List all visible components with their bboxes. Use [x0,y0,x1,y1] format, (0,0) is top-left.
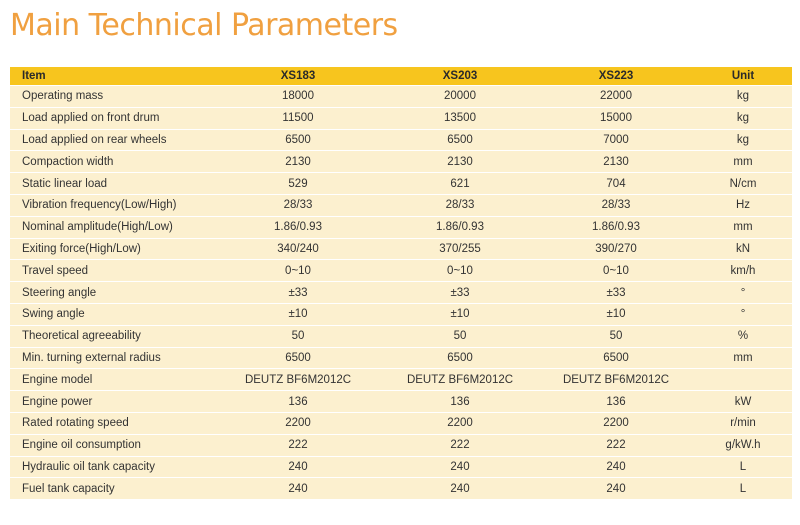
cell-xs223: 2200 [538,413,694,434]
cell-item: Engine power [10,391,214,412]
cell-xs223: DEUTZ BF6M2012C [538,369,694,390]
cell-xs203: ±10 [382,304,538,325]
cell-xs203: 2130 [382,151,538,172]
cell-unit: ° [694,304,792,325]
table-row [10,413,792,434]
cell-xs203: 6500 [382,348,538,369]
cell-xs183: 529 [214,173,382,194]
cell-xs203: 13500 [382,108,538,129]
cell-xs203: 28/33 [382,195,538,216]
table-row [10,369,792,390]
table-row [10,260,792,281]
cell-xs203: 6500 [382,130,538,151]
cell-xs183: ±33 [214,282,382,303]
cell-item: Engine oil consumption [10,435,214,456]
cell-xs183: 340/240 [214,239,382,260]
cell-item: Exiting force(High/Low) [10,239,214,260]
cell-unit: L [694,478,792,499]
cell-xs183: 6500 [214,130,382,151]
cell-xs183: 2200 [214,413,382,434]
header-model-xs203: XS203 [382,67,538,85]
table-row [10,348,792,369]
cell-xs183: ±10 [214,304,382,325]
table-row [10,282,792,303]
cell-item: Static linear load [10,173,214,194]
cell-item: Load applied on rear wheels [10,130,214,151]
cell-item: Nominal amplitude(High/Low) [10,217,214,238]
header-model-xs223: XS223 [538,67,694,85]
cell-xs183: 240 [214,457,382,478]
cell-item: Theoretical agreeability [10,326,214,347]
table-row [10,151,792,172]
cell-unit: kg [694,130,792,151]
cell-xs223: 7000 [538,130,694,151]
cell-unit: ° [694,282,792,303]
cell-xs203: 1.86/0.93 [382,217,538,238]
cell-item: Steering angle [10,282,214,303]
cell-xs203: 2200 [382,413,538,434]
cell-xs183: 6500 [214,348,382,369]
cell-item: Vibration frequency(Low/High) [10,195,214,216]
cell-xs203: DEUTZ BF6M2012C [382,369,538,390]
cell-xs203: 222 [382,435,538,456]
cell-unit: kg [694,108,792,129]
table-row [10,108,792,129]
cell-item: Travel speed [10,260,214,281]
cell-item: Hydraulic oil tank capacity [10,457,214,478]
table-row [10,304,792,325]
cell-unit [694,369,792,390]
cell-xs203: 240 [382,457,538,478]
cell-xs223: 704 [538,173,694,194]
cell-xs223: 1.86/0.93 [538,217,694,238]
cell-unit: g/kW.h [694,435,792,456]
cell-item: Operating mass [10,86,214,107]
cell-unit: kg [694,86,792,107]
cell-xs183: 28/33 [214,195,382,216]
cell-xs203: 0~10 [382,260,538,281]
cell-xs223: ±10 [538,304,694,325]
cell-unit: % [694,326,792,347]
cell-xs223: 136 [538,391,694,412]
cell-item: Engine model [10,369,214,390]
table-row [10,326,792,347]
cell-xs183: 222 [214,435,382,456]
cell-item: Rated rotating speed [10,413,214,434]
header-unit: Unit [694,67,792,85]
cell-xs223: 22000 [538,86,694,107]
cell-item: Swing angle [10,304,214,325]
cell-xs223: 6500 [538,348,694,369]
table-row [10,478,792,499]
cell-xs223: 15000 [538,108,694,129]
cell-xs203: ±33 [382,282,538,303]
cell-unit: L [694,457,792,478]
header-item: Item [10,67,214,85]
cell-xs203: 240 [382,478,538,499]
parameters-table [10,66,792,500]
cell-xs183: 50 [214,326,382,347]
cell-unit: N/cm [694,173,792,194]
cell-xs183: 18000 [214,86,382,107]
table-row [10,217,792,238]
cell-xs223: ±33 [538,282,694,303]
cell-xs223: 50 [538,326,694,347]
cell-item: Compaction width [10,151,214,172]
cell-xs183: 240 [214,478,382,499]
cell-xs203: 50 [382,326,538,347]
cell-xs183: 136 [214,391,382,412]
cell-xs223: 0~10 [538,260,694,281]
cell-unit: km/h [694,260,792,281]
cell-unit: r/min [694,413,792,434]
table-header-row [10,67,792,85]
cell-xs203: 370/255 [382,239,538,260]
table-row [10,195,792,216]
cell-xs183: 1.86/0.93 [214,217,382,238]
cell-xs223: 28/33 [538,195,694,216]
table-row [10,86,792,107]
table-row [10,391,792,412]
cell-xs203: 136 [382,391,538,412]
cell-xs183: 0~10 [214,260,382,281]
cell-xs223: 240 [538,457,694,478]
cell-unit: Hz [694,195,792,216]
table-row [10,130,792,151]
cell-xs203: 621 [382,173,538,194]
cell-xs183: 2130 [214,151,382,172]
cell-item: Fuel tank capacity [10,478,214,499]
cell-item: Min. turning external radius [10,348,214,369]
table-row [10,173,792,194]
page-title: Main Technical Parameters [10,8,398,43]
cell-xs203: 20000 [382,86,538,107]
header-model-xs183: XS183 [214,67,382,85]
cell-xs183: DEUTZ BF6M2012C [214,369,382,390]
cell-unit: kN [694,239,792,260]
table-row [10,457,792,478]
cell-xs223: 2130 [538,151,694,172]
cell-unit: mm [694,151,792,172]
cell-xs223: 240 [538,478,694,499]
cell-xs223: 222 [538,435,694,456]
cell-xs183: 11500 [214,108,382,129]
cell-item: Load applied on front drum [10,108,214,129]
table-row [10,435,792,456]
cell-xs223: 390/270 [538,239,694,260]
cell-unit: mm [694,217,792,238]
cell-unit: mm [694,348,792,369]
cell-unit: kW [694,391,792,412]
table-row [10,239,792,260]
